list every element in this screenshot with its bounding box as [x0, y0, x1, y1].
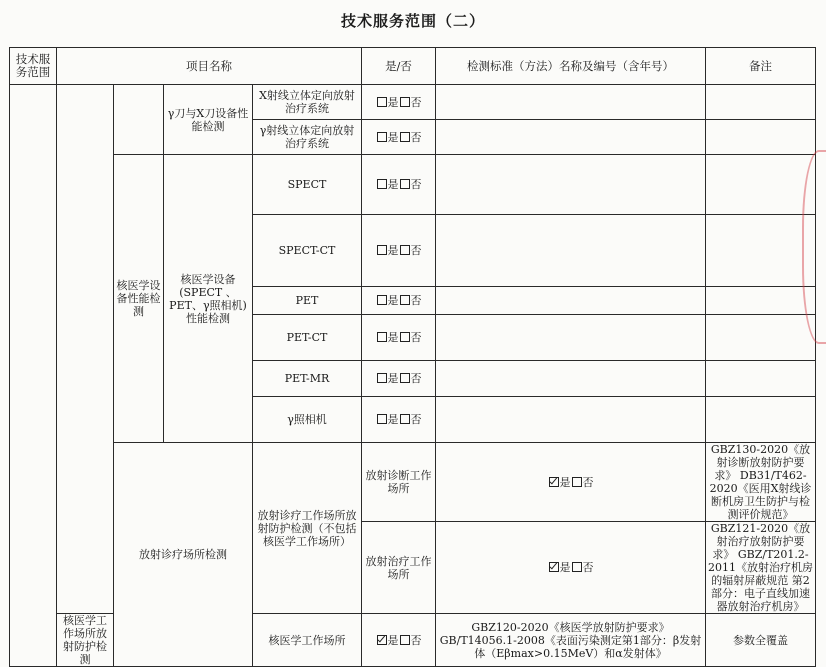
- yes-checkbox[interactable]: [377, 635, 387, 645]
- header-scope: 技术服务范围: [10, 48, 57, 85]
- remark-cell: [706, 361, 816, 397]
- standard-cell: GBZ130-2020《放射诊断放射防护要求》 DB31/T462-2020《医用X射线诊断机房卫生防护与检测评价规范》: [706, 443, 816, 522]
- standard-cell: GBZ120-2020《核医学放射防护要求》 GB/T14056.1-2008《表面污染测定第1部分：β发射体（Eβmax>0.15MeV）和α发射体》: [436, 614, 706, 667]
- remark-cell: [706, 155, 816, 215]
- yes-checkbox[interactable]: [377, 179, 387, 189]
- yes-no-cell[interactable]: 是 否: [436, 443, 706, 522]
- no-checkbox[interactable]: [400, 414, 410, 424]
- yes-checkbox[interactable]: [377, 97, 387, 107]
- yes-no-cell[interactable]: 是 否: [362, 120, 436, 155]
- yes-no-cell[interactable]: 是 否: [362, 155, 436, 215]
- yes-checkbox[interactable]: [377, 132, 387, 142]
- standard-cell: [436, 287, 706, 315]
- no-checkbox[interactable]: [400, 373, 410, 383]
- yes-no-cell[interactable]: 是 否: [436, 522, 706, 614]
- no-checkbox[interactable]: [400, 179, 410, 189]
- blank-cell: [114, 85, 164, 155]
- group-nuclear-device: 核医学设备(SPECT 、PET、γ照相机)性能检测: [164, 155, 253, 443]
- yes-no-cell[interactable]: 是 否: [362, 614, 436, 667]
- standard-cell: GBZ121-2020《放射治疗放射防护要求》 GBZ/T201.2-2011《放射治疗机房的辐射屏蔽规范 第2部分：电子直线加速器放射治疗机房》: [706, 522, 816, 614]
- no-checkbox[interactable]: [400, 245, 410, 255]
- blank-cell: [57, 85, 114, 614]
- table-row: [10, 155, 816, 215]
- yes-checkbox[interactable]: [549, 562, 559, 572]
- group-workplace: 放射诊疗场所检测: [114, 443, 253, 667]
- item-name: 放射诊断工作场所: [362, 443, 436, 522]
- standard-cell: [436, 215, 706, 287]
- yes-no-cell[interactable]: 是 否: [362, 397, 436, 443]
- standard-cell: [436, 120, 706, 155]
- header-yes-no: 是/否: [362, 48, 436, 85]
- standard-cell: [436, 315, 706, 361]
- yes-no-cell[interactable]: 是 否: [362, 361, 436, 397]
- group-nm-workplace-protection: 核医学工作场所放射防护检测: [57, 614, 114, 667]
- page-title: 技术服务范围（二）: [340, 12, 485, 30]
- no-checkbox[interactable]: [400, 97, 410, 107]
- no-checkbox[interactable]: [572, 477, 582, 487]
- yes-checkbox[interactable]: [377, 295, 387, 305]
- scope-cell: [10, 85, 57, 667]
- item-name: 放射治疗工作场所: [362, 522, 436, 614]
- item-name: PET-MR: [253, 361, 362, 397]
- standard-cell: [436, 155, 706, 215]
- remark-cell: [706, 397, 816, 443]
- header-remarks: 备注: [706, 48, 816, 85]
- no-checkbox[interactable]: [400, 635, 410, 645]
- header-row: [10, 48, 816, 85]
- item-name: SPECT: [253, 155, 362, 215]
- remark-cell: [706, 287, 816, 315]
- service-scope-table: [9, 47, 816, 667]
- item-name: PET: [253, 287, 362, 315]
- item-name: PET-CT: [253, 315, 362, 361]
- no-checkbox[interactable]: [400, 332, 410, 342]
- yes-checkbox[interactable]: [377, 245, 387, 255]
- standard-cell: [436, 85, 706, 120]
- no-checkbox[interactable]: [572, 562, 582, 572]
- yes-checkbox[interactable]: [549, 477, 559, 487]
- item-name: γ射线立体定向放射治疗系统: [253, 120, 362, 155]
- yes-checkbox[interactable]: [377, 332, 387, 342]
- remark-cell: [706, 215, 816, 287]
- group-workplace-protection: 放射诊疗工作场所放射防护检测（不包括核医学工作场所）: [253, 443, 362, 614]
- remark-cell: [706, 120, 816, 155]
- standard-cell: [436, 397, 706, 443]
- group-gamma-knife: γ刀与X刀设备性能检测: [164, 85, 253, 155]
- item-name: 核医学工作场所: [253, 614, 362, 667]
- remark-cell: [706, 85, 816, 120]
- no-checkbox[interactable]: [400, 295, 410, 305]
- group-nuclear-medicine: 核医学设备性能检测: [114, 155, 164, 443]
- yes-no-cell[interactable]: 是 否: [362, 287, 436, 315]
- header-item-name: 项目名称: [57, 48, 362, 85]
- standard-cell: [436, 361, 706, 397]
- header-standard: 检测标准（方法）名称及编号（含年号）: [436, 48, 706, 85]
- item-name: X射线立体定向放射治疗系统: [253, 85, 362, 120]
- item-name: γ照相机: [253, 397, 362, 443]
- seal-stamp: [802, 150, 826, 344]
- item-name: SPECT-CT: [253, 215, 362, 287]
- yes-checkbox[interactable]: [377, 373, 387, 383]
- yes-no-cell[interactable]: 是 否: [362, 85, 436, 120]
- yes-no-cell[interactable]: 是 否: [362, 215, 436, 287]
- no-checkbox[interactable]: [400, 132, 410, 142]
- remark-cell: 参数全覆盖: [706, 614, 816, 667]
- table-row: [10, 443, 816, 522]
- yes-no-cell[interactable]: 是 否: [362, 315, 436, 361]
- yes-checkbox[interactable]: [377, 414, 387, 424]
- remark-cell: [706, 315, 816, 361]
- table-row: [10, 85, 816, 120]
